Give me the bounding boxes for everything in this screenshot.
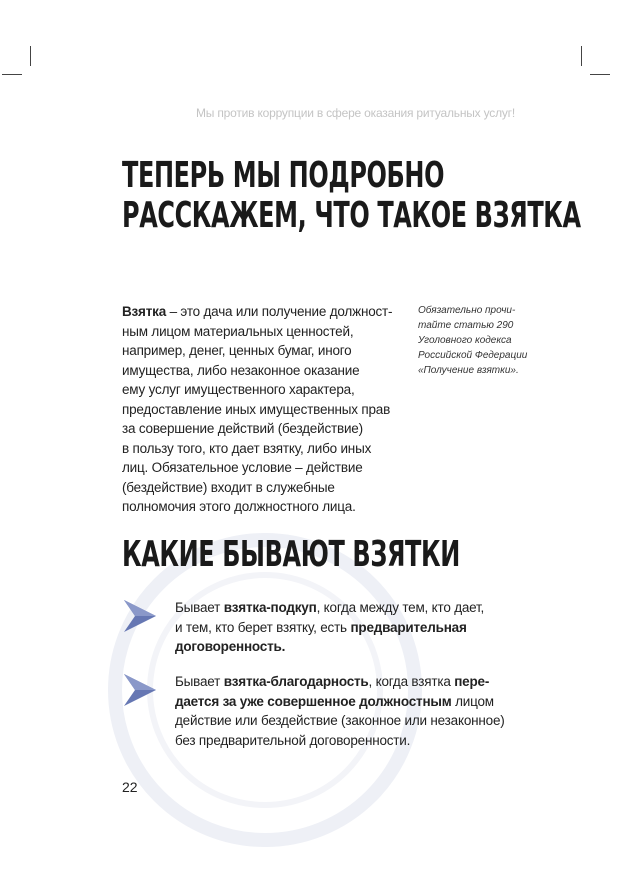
bullet-emphasis: пере- [454, 674, 490, 689]
bullet-text-segment: , когда между тем, кто дает, [316, 600, 485, 615]
side-note-line: Уголовного кодекса [418, 335, 512, 346]
title-line: РАССКАЖЕМ, ЧТО ТАКОЕ ВЗЯТКА [122, 195, 581, 236]
definition-line: ным лицом материальных ценностей, [122, 323, 354, 339]
bullet-line [175, 672, 515, 692]
side-note-line: тайте статью 290 [418, 320, 514, 331]
bullet-line [175, 692, 515, 712]
header-tagline: Мы против коррупции в сфере оказания ритуальных услуг! [196, 106, 515, 120]
bullet-text-segment: Бывает [175, 674, 224, 689]
bullet-text-segment: лицом [451, 693, 494, 709]
bullet-text [175, 672, 515, 750]
section-title-bribe-types: КАКИЕ БЫВАЮТ ВЗЯТКИ [122, 534, 460, 575]
crop-mark [2, 74, 22, 75]
definition-term: Взятка [122, 304, 167, 319]
title-line: ТЕПЕРЬ МЫ ПОДРОБНО [122, 155, 445, 196]
definition-line: полномочия этого должностного лица. [122, 499, 356, 514]
definition-line [122, 302, 392, 322]
definition-line: например, денег, ценных бумаг, иного [122, 343, 352, 358]
crop-mark [30, 46, 31, 66]
definition-line: ему услуг имущественного характера, [122, 382, 355, 397]
bullet-line: договоренность. [175, 639, 286, 654]
definition-line: в пользу того, кто дает взятку, либо иных [122, 440, 372, 456]
bullet-line [175, 598, 515, 618]
side-note-line: Российской Федерации [418, 350, 528, 361]
bullet-text-segment: , когда взятка [368, 674, 455, 689]
bullet-line [175, 618, 515, 638]
side-note-line: Обязательно прочи- [418, 305, 516, 316]
bullet-emphasis: дается за уже совершенное должностным [175, 693, 452, 709]
definition-line: лиц. Обязательное условие – действие [122, 460, 363, 475]
page-number: 22 [122, 779, 138, 795]
definition-text: – это дача или получение должност- [166, 304, 393, 319]
bullet-term: взятка-благодарность [223, 674, 369, 689]
bullet-text-segment: и тем, кто берет взятку, есть [175, 619, 351, 635]
side-note [418, 303, 538, 378]
bullet-text-segment: Бывает [175, 600, 224, 615]
crop-mark [581, 46, 582, 66]
definition-paragraph [122, 302, 392, 517]
bullet-text [175, 598, 515, 657]
bullet-line: действие или бездействие (законное или незаконное) [175, 713, 505, 728]
crop-mark [590, 74, 610, 75]
bullet-emphasis: предварительная [350, 619, 467, 635]
definition-line: за совершение действий (бездействие) [122, 421, 363, 436]
side-note-line: «Получение взятки». [418, 365, 519, 376]
definition-line: (бездействие) входит в служебные [122, 479, 335, 495]
definition-line: предоставление иных имущественных прав [122, 401, 391, 417]
chevron-right-icon [122, 598, 158, 634]
bullet-term: взятка-подкуп [223, 600, 317, 615]
definition-line: имущества, либо незаконное оказание [122, 362, 360, 378]
bullet-line: без предварительной договоренности. [175, 732, 411, 748]
section-title-bribe-definition [122, 156, 581, 236]
chevron-right-icon [122, 672, 158, 708]
